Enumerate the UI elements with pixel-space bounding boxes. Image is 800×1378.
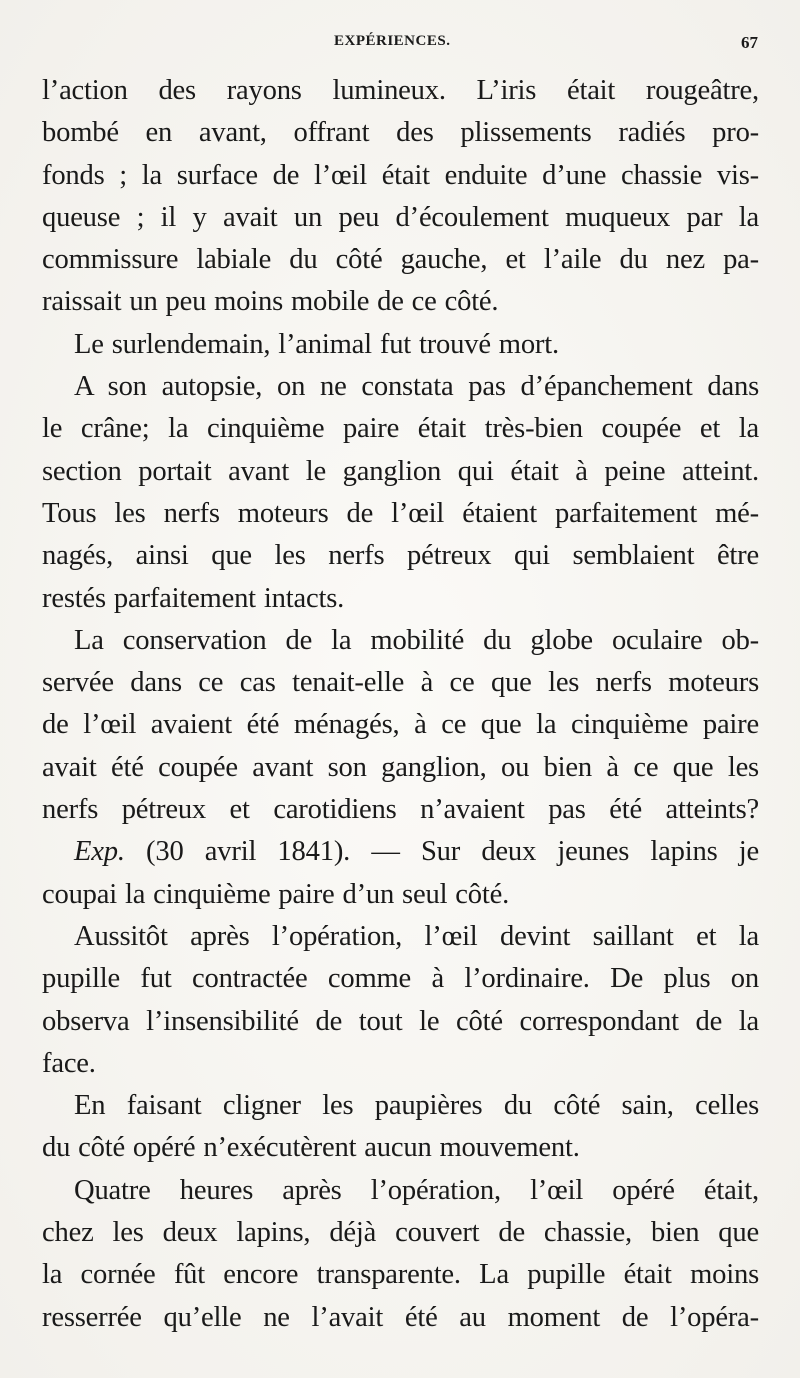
text-line: Aussitôt après l’opération, l’œil devint saillant et la (74, 920, 759, 952)
text-line: La conservation de la mobilité du globe oculaire ob- (74, 624, 759, 656)
experiment-label: Exp. (74, 836, 125, 868)
text-line: du côté opéré n’exécutèrent aucun mouvement. (42, 1132, 580, 1164)
text-line: observa l’insensibilité de tout le côté correspondant de la (42, 1005, 759, 1037)
text-line (42, 831, 759, 873)
text-line: pupille fut contractée comme à l’ordinaire. De plus on (42, 963, 759, 995)
paragraph (42, 620, 759, 831)
paragraph (42, 70, 759, 324)
text-line: Le surlendemain, l’animal fut trouvé mort. (74, 328, 559, 360)
body-text (42, 70, 759, 1339)
paragraph (42, 1085, 759, 1170)
text-line: la cornée fût encore transparente. La pupille était moins (42, 1259, 759, 1291)
text-line: fonds ; la surface de l’œil était enduite d’une chassie vis- (42, 159, 759, 191)
text-line: nerfs pétreux et carotidiens n’avaient pas été atteints? (42, 794, 759, 826)
text-line: servée dans ce cas tenait-elle à ce que les nerfs moteurs (42, 667, 759, 699)
paragraph (42, 1170, 759, 1339)
text-line: face. (42, 1047, 96, 1079)
text-line: section portait avant le ganglion qui était à peine atteint. (42, 455, 759, 487)
page-number: 67 (741, 33, 758, 52)
text-line: Tous les nerfs moteurs de l’œil étaient parfaitement mé- (42, 497, 759, 529)
text-line: resserrée qu’elle ne l’avait été au moment de l’opéra- (42, 1301, 759, 1333)
text-line: raissait un peu moins mobile de ce côté. (42, 286, 499, 318)
text-line: queuse ; il y avait un peu d’écoulement muqueux par la (42, 201, 759, 233)
paragraph (42, 916, 759, 1085)
text-line: de l’œil avaient été ménagés, à ce que la cinquième paire (42, 709, 759, 741)
text-line: En faisant cligner les paupières du côté sain, celles (74, 1090, 759, 1122)
text-line: Quatre heures après l’opération, l’œil opéré était, (74, 1174, 759, 1206)
text-line: restés parfaitement intacts. (42, 582, 345, 614)
paragraph (42, 324, 759, 366)
text-line: coupai la cinquième paire d’un seul côté. (42, 878, 510, 910)
text-line: nagés, ainsi que les nerfs pétreux qui semblaient être (42, 540, 759, 572)
running-title: EXPÉRIENCES. (334, 33, 451, 49)
text-line: le crâne; la cinquième paire était très-bien coupée et la (42, 413, 759, 445)
text-line: A son autopsie, on ne constata pas d’épanchement dans (74, 371, 759, 403)
running-header (0, 33, 800, 61)
text-line: avait été coupée avant son ganglion, ou bien à ce que les (42, 751, 759, 783)
text-line: bombé en avant, offrant des plissements radiés pro- (42, 117, 759, 149)
experiment-text: (30 avril 1841). — Sur deux jeunes lapins je (124, 836, 759, 868)
text-line: l’action des rayons lumineux. L’iris était rougeâtre, (42, 75, 759, 106)
experiment-paragraph (42, 831, 759, 916)
text-line: chez les deux lapins, déjà couvert de chassie, bien que (42, 1217, 759, 1249)
text-line: commissure labiale du côté gauche, et l’aile du nez pa- (42, 244, 759, 276)
paragraph (42, 366, 759, 620)
